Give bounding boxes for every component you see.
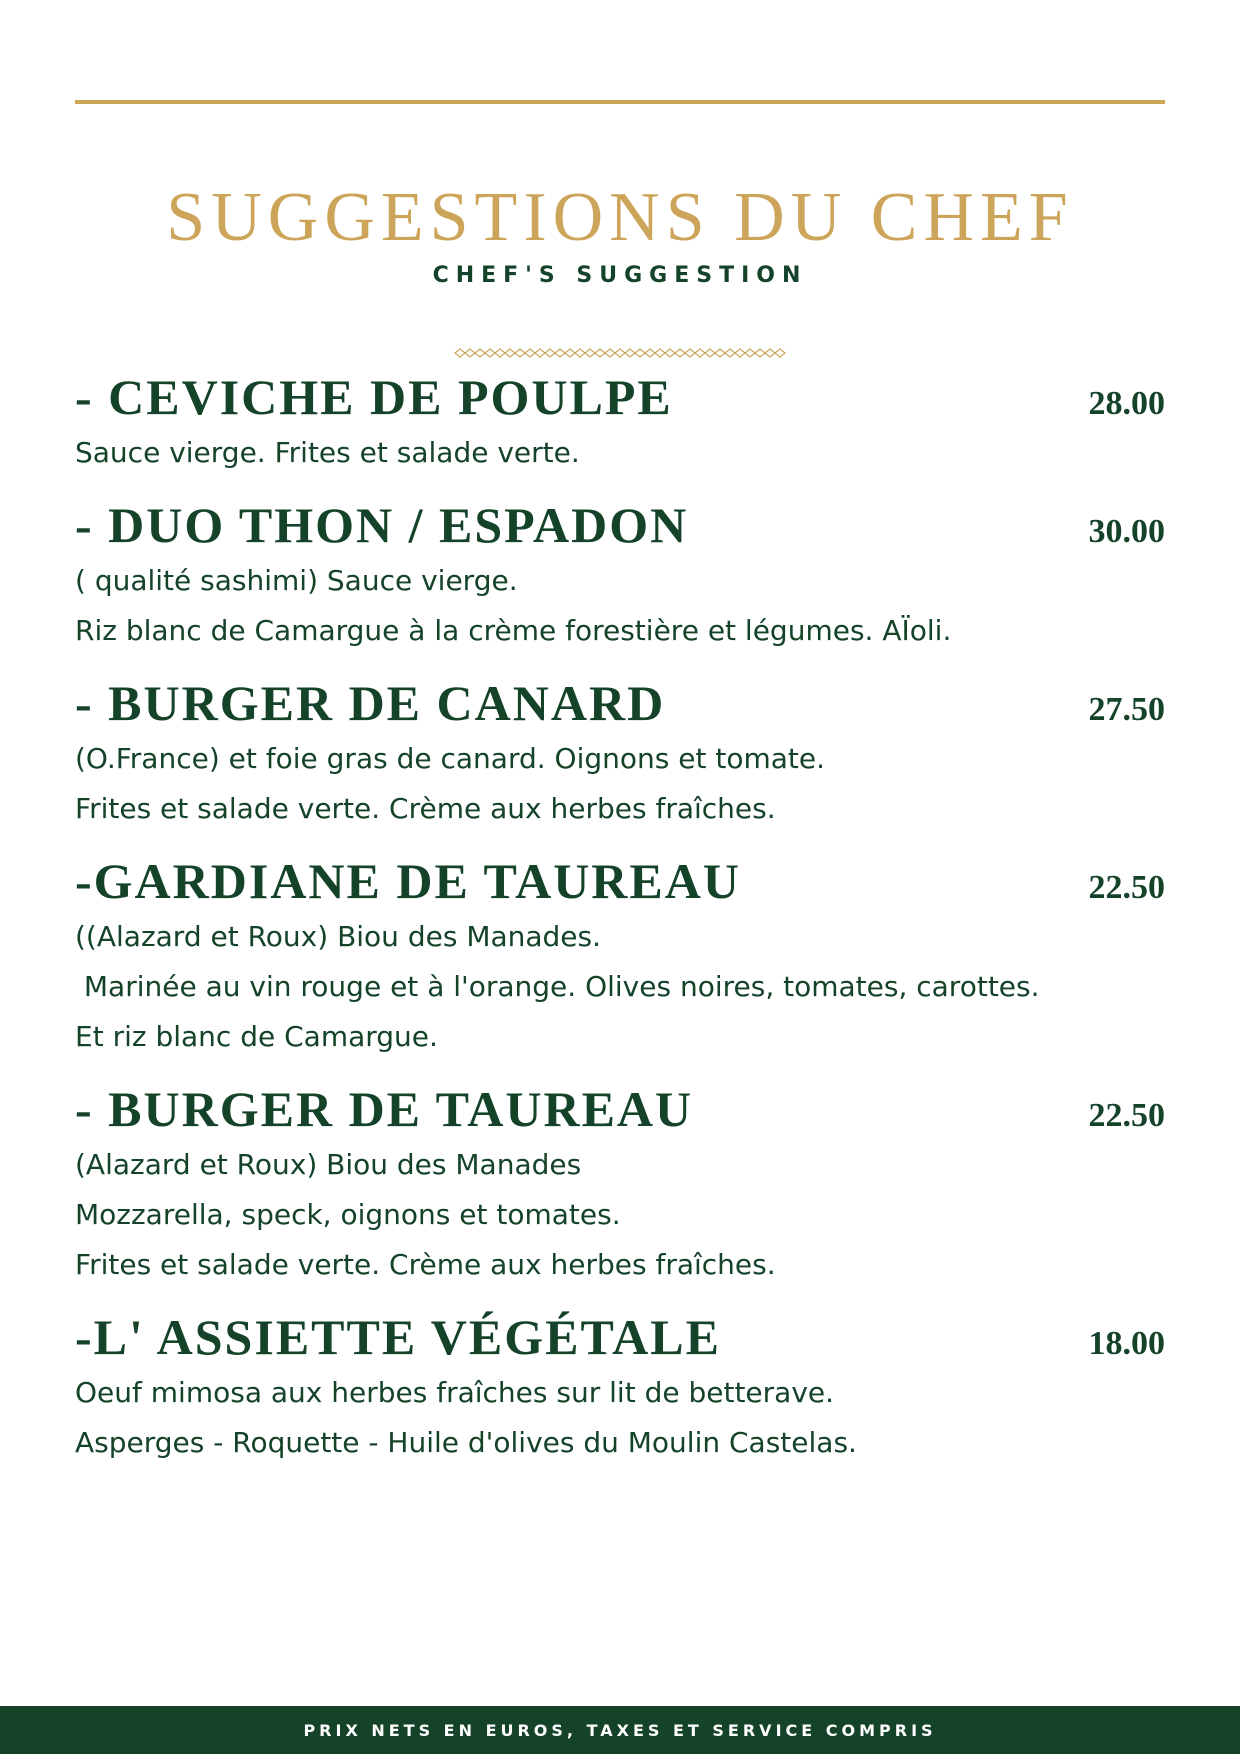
menu-item bbox=[75, 672, 1165, 834]
ornament-diamond bbox=[565, 349, 575, 357]
dish-description-line: Marinée au vin rouge et à l'orange. Olives noires, tomates, carottes. bbox=[75, 970, 1040, 1003]
ornament-diamond bbox=[455, 349, 465, 357]
dish-price: 27.50 bbox=[1088, 691, 1165, 728]
ornament-diamond bbox=[595, 349, 605, 357]
dish-description-line: Oeuf mimosa aux herbes fraîches sur lit de betterave. bbox=[75, 1376, 835, 1409]
dish-name: - BURGER DE TAUREAU bbox=[75, 1081, 694, 1137]
dish-name: -GARDIANE DE TAUREAU bbox=[75, 853, 741, 909]
ornament-diamond bbox=[515, 349, 525, 357]
ornament-diamond bbox=[675, 349, 685, 357]
ornament-diamond bbox=[625, 349, 635, 357]
ornament-diamond bbox=[615, 349, 625, 357]
ornament-divider bbox=[453, 345, 787, 361]
ornament-diamond bbox=[665, 349, 675, 357]
dish-price: 22.50 bbox=[1088, 1097, 1165, 1134]
ornament-diamond bbox=[575, 349, 585, 357]
dish-price: 28.00 bbox=[1088, 385, 1165, 422]
ornament-diamond bbox=[715, 349, 725, 357]
menu-item bbox=[75, 494, 1165, 656]
ornament-diamond bbox=[755, 349, 765, 357]
ornament-diamond bbox=[725, 349, 735, 357]
dish-description-line: (O.France) et foie gras de canard. Oignons et tomate. bbox=[75, 742, 825, 775]
footer-note: PRIX NETS EN EUROS, TAXES ET SERVICE COMPRIS bbox=[303, 1720, 937, 1740]
dish-name: - DUO THON / ESPADON bbox=[75, 497, 689, 553]
ornament-diamond bbox=[645, 349, 655, 357]
menu-item bbox=[75, 1306, 1165, 1468]
dish-description-line: Asperges - Roquette - Huile d'olives du Moulin Castelas. bbox=[75, 1426, 857, 1459]
dish-name: - CEVICHE DE POULPE bbox=[75, 369, 673, 425]
ornament-diamond bbox=[525, 349, 535, 357]
ornament-diamond bbox=[635, 349, 645, 357]
dish-description-line: (Alazard et Roux) Biou des Manades bbox=[75, 1148, 582, 1181]
ornament-diamond bbox=[495, 349, 505, 357]
ornament-diamond bbox=[485, 349, 495, 357]
dish-name: -L' ASSIETTE VÉGÉTALE bbox=[75, 1309, 721, 1365]
ornament-diamond bbox=[765, 349, 775, 357]
menu-item-header bbox=[75, 850, 1165, 912]
dish-price: 30.00 bbox=[1088, 513, 1165, 550]
menu-item-header bbox=[75, 672, 1165, 734]
menu-item bbox=[75, 366, 1165, 478]
menu-item-header bbox=[75, 494, 1165, 556]
ornament-diamond bbox=[735, 349, 745, 357]
dish-description-line: Mozzarella, speck, oignons et tomates. bbox=[75, 1198, 621, 1231]
dish-description-line: Frites et salade verte. Crème aux herbes fraîches. bbox=[75, 1248, 776, 1281]
menu-item bbox=[75, 850, 1165, 1062]
ornament-diamond bbox=[775, 349, 785, 357]
ornament-diamond bbox=[655, 349, 665, 357]
dish-description-line: ((Alazard et Roux) Biou des Manades. bbox=[75, 920, 602, 953]
ornament-diamond bbox=[605, 349, 615, 357]
dish-description-line: Frites et salade verte. Crème aux herbes fraîches. bbox=[75, 792, 776, 825]
dish-price: 22.50 bbox=[1088, 869, 1165, 906]
page-title: SUGGESTIONS DU CHEF bbox=[166, 179, 1074, 256]
ornament-diamond bbox=[555, 349, 565, 357]
dish-price: 18.00 bbox=[1088, 1325, 1165, 1362]
ornament-diamond bbox=[705, 349, 715, 357]
ornament-diamond bbox=[505, 349, 515, 357]
menu-list bbox=[75, 366, 1165, 1484]
ornament-diamond bbox=[685, 349, 695, 357]
ornament-diamond bbox=[745, 349, 755, 357]
menu-item-header bbox=[75, 1306, 1165, 1368]
ornament-diamond bbox=[695, 349, 705, 357]
dish-description-line: ( qualité sashimi) Sauce vierge. bbox=[75, 564, 518, 597]
top-divider bbox=[75, 100, 1165, 104]
page-subtitle: CHEF'S SUGGESTION bbox=[432, 263, 808, 288]
dish-description-line: Et riz blanc de Camargue. bbox=[75, 1020, 438, 1053]
ornament-diamond bbox=[535, 349, 545, 357]
ornament-diamond bbox=[465, 349, 475, 357]
ornament-diamond bbox=[475, 349, 485, 357]
menu-item-header bbox=[75, 1078, 1165, 1140]
dish-description-line: Riz blanc de Camargue à la crème forestière et légumes. AÏoli. bbox=[75, 614, 952, 647]
menu-item bbox=[75, 1078, 1165, 1290]
dish-name: - BURGER DE CANARD bbox=[75, 675, 666, 731]
dish-description-line: Sauce vierge. Frites et salade verte. bbox=[75, 436, 580, 469]
ornament-diamond bbox=[585, 349, 595, 357]
ornament-diamond bbox=[545, 349, 555, 357]
footer-bar bbox=[0, 1706, 1240, 1754]
menu-item-header bbox=[75, 366, 1165, 428]
